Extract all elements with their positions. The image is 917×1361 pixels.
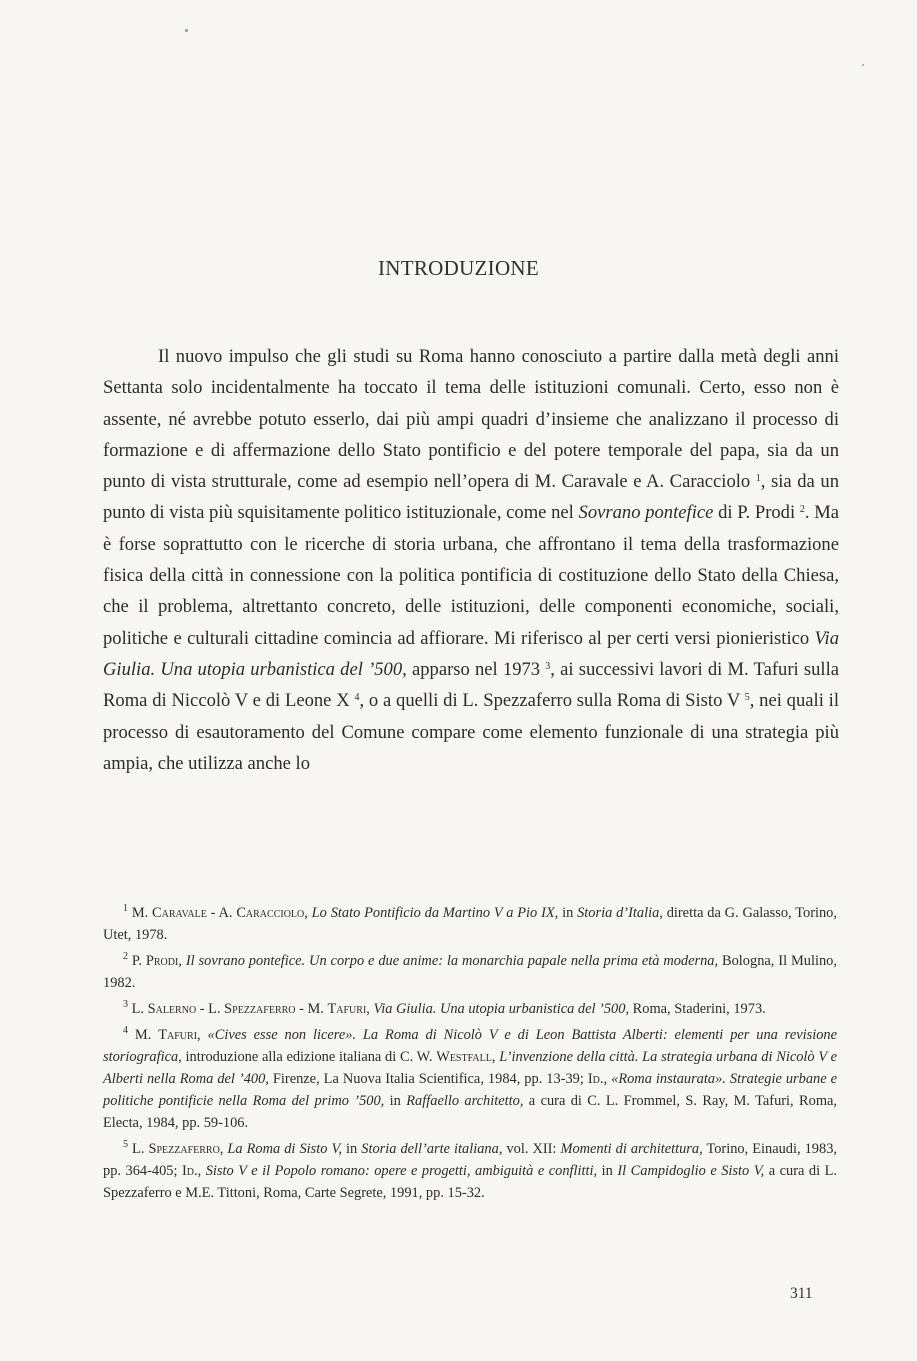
text-run: , <box>197 1163 206 1179</box>
author-name: Tafuri <box>327 1001 367 1017</box>
text-run: - M. <box>295 1001 328 1017</box>
text-run: - A. <box>206 905 237 921</box>
footnote-ref: 4 <box>354 692 360 704</box>
italic-title: «Cives esse non licere». La Roma di Nicolò V e di Leon Battista Alberti: elementi per una revisione storiografica, <box>103 1027 837 1065</box>
ibidem-ref: Id. <box>181 1163 198 1179</box>
text-run: , o a quelli di L. Spezzaferro sulla Roma di Sisto V <box>359 690 745 712</box>
footnote-number: 3 <box>123 999 128 1010</box>
text-run: in <box>384 1093 407 1109</box>
text-run: , <box>603 1071 612 1087</box>
ibidem-ref: Id. <box>587 1071 604 1087</box>
author-name: Spezzaferro <box>148 1141 220 1157</box>
text-run: L. <box>131 1001 148 1017</box>
paragraph <box>103 341 839 779</box>
footnote-2 <box>103 950 837 994</box>
page-speck <box>862 64 864 66</box>
page-speck <box>185 29 188 32</box>
italic-title: «Roma instaurata». Strategie urbane e politiche pontificie nella Roma del primo ’500, <box>103 1071 837 1109</box>
main-text <box>103 341 839 779</box>
italic-title: Sisto V e il Popolo romano: opere e progetti, ambiguità e conflitti, <box>205 1163 598 1179</box>
text-run: apparso nel 1973 <box>406 658 546 680</box>
text-run: , nei quali il processo di esautoramento del Comune compare come elemento funzionale di una strategia più ampia, che utilizza anche lo <box>103 690 839 774</box>
text-run: - L. <box>196 1001 225 1017</box>
text-run: in <box>342 1141 362 1157</box>
italic-title: Il sovrano pontefice. Un corpo e due anime: la monarchia papale nella prima età moderna, <box>185 953 719 969</box>
text-run: in <box>597 1163 618 1179</box>
footnote-1 <box>103 902 837 946</box>
text-run: M. <box>131 905 153 921</box>
footnote-5 <box>103 1138 837 1204</box>
text-run: M. <box>134 1027 159 1043</box>
author-name: Salerno <box>147 1001 197 1017</box>
text-run: , <box>304 905 312 921</box>
italic-title: Momenti di architettura, <box>560 1141 703 1157</box>
footnote-ref: 1 <box>755 473 761 485</box>
text-run: Torino, Einaudi, 1983, pp. 364-405; <box>103 1141 837 1179</box>
footnotes <box>103 902 837 1208</box>
text-run: L. <box>132 1141 149 1157</box>
italic-title: Sovrano pontefice <box>578 502 714 524</box>
text-run: , <box>197 1027 208 1043</box>
text-run: di P. Prodi <box>713 502 800 524</box>
italic-title: Via Giulia. Una utopia urbanistica del ’500, <box>373 1001 630 1017</box>
italic-title: Lo Stato Pontificio da Martino V a Pio IX, <box>311 905 559 921</box>
text-run: . Ma è forse soprattutto con le ricerche di storia urbana, che affrontano il tema della trasformazione fisica della città in connessione con la politica pontificia di costituzione dello Stato della Chiesa, che il problema, altrettanto concreto, delle istituzioni, delle componenti economiche, sociali, politiche e culturali cittadine comincia ad affiorare. Mi riferisco al per certi versi pionieristico <box>103 502 839 649</box>
text-run: Bologna, Il Mulino, 1982. <box>103 953 837 991</box>
italic-title: Storia d’Italia, <box>577 905 663 921</box>
text-run: , <box>178 953 186 969</box>
footnote-number: 5 <box>123 1139 128 1150</box>
text-run: , <box>491 1049 500 1065</box>
footnote-number: 4 <box>123 1025 128 1036</box>
text-run: diretta da G. Galasso, Torino, Utet, 1978. <box>103 905 837 943</box>
author-name: Caravale <box>152 905 207 921</box>
text-run: , ai successivi lavori di M. Tafuri sulla Roma di Niccolò V e di Leone X <box>103 658 840 712</box>
italic-title: Il Campidoglio e Sisto V, <box>617 1163 765 1179</box>
footnote-number: 1 <box>123 903 128 914</box>
author-name: Spezzaferro <box>224 1001 296 1017</box>
italic-title: Raffaello architetto, <box>406 1093 524 1109</box>
text-run: a cura di L. Spezzaferro e M.E. Tittoni, Roma, Carte Segrete, 1991, pp. 15-32. <box>103 1163 838 1201</box>
footnote-ref: 3 <box>545 660 551 672</box>
author-name: Tafuri <box>158 1027 198 1043</box>
italic-title: Storia dell’arte italiana, <box>361 1141 503 1157</box>
text-run: a cura di C. L. Frommel, S. Ray, M. Tafuri, Roma, Electa, 1984, pp. 59-106. <box>103 1093 838 1131</box>
footnote-ref: 5 <box>744 692 750 704</box>
italic-title: Via Giulia. Una utopia urbanistica del ’500, <box>103 627 839 680</box>
page-number: 311 <box>790 1285 813 1302</box>
text-run: vol. XII: <box>502 1141 561 1157</box>
footnote-number: 2 <box>123 951 128 962</box>
text-run: , <box>366 1001 374 1017</box>
chapter-title: INTRODUZIONE <box>377 256 540 280</box>
text-run: P. <box>131 953 146 969</box>
author-name: Caracciolo <box>236 905 305 921</box>
author-name: Prodi <box>145 953 179 969</box>
text-run: introduzione alla edizione italiana di C. W. <box>181 1049 437 1065</box>
text-run: Roma, Staderini, 1973. <box>629 1001 766 1017</box>
italic-title: La Roma di Sisto V, <box>227 1141 343 1157</box>
footnote-4 <box>103 1024 837 1134</box>
footnote-3 <box>103 998 837 1020</box>
author-name: Westfall <box>436 1049 492 1065</box>
text-run: , <box>219 1141 228 1157</box>
text-run: Firenze, La Nuova Italia Scientifica, 1984, pp. 13-39; <box>268 1071 588 1087</box>
text-run: Il nuovo impulso che gli studi su Roma hanno conosciuto a partire dalla metà degli anni Settanta solo incidentalmente ha toccato il tema delle istituzioni comunali. Certo, esso non è assente, né avrebbe potuto esserlo, dai più ampi quadri d’insieme che analizzano il processo di formazione e di affermazione dello Stato pontificio e del potere temporale del papa, sia da un punto di vista strutturale, come ad esempio nell’opera di M. Caravale e A. Caracciolo <box>103 346 839 493</box>
footnote-ref: 2 <box>799 504 805 516</box>
text-run: , sia da un punto di vista più squisitamente politico istituzionale, come nel <box>103 471 839 524</box>
italic-title: L’invenzione della città. La strategia urbana di Nicolò V e Alberti nella Roma del ’400, <box>103 1049 837 1087</box>
text-run: in <box>558 905 578 921</box>
